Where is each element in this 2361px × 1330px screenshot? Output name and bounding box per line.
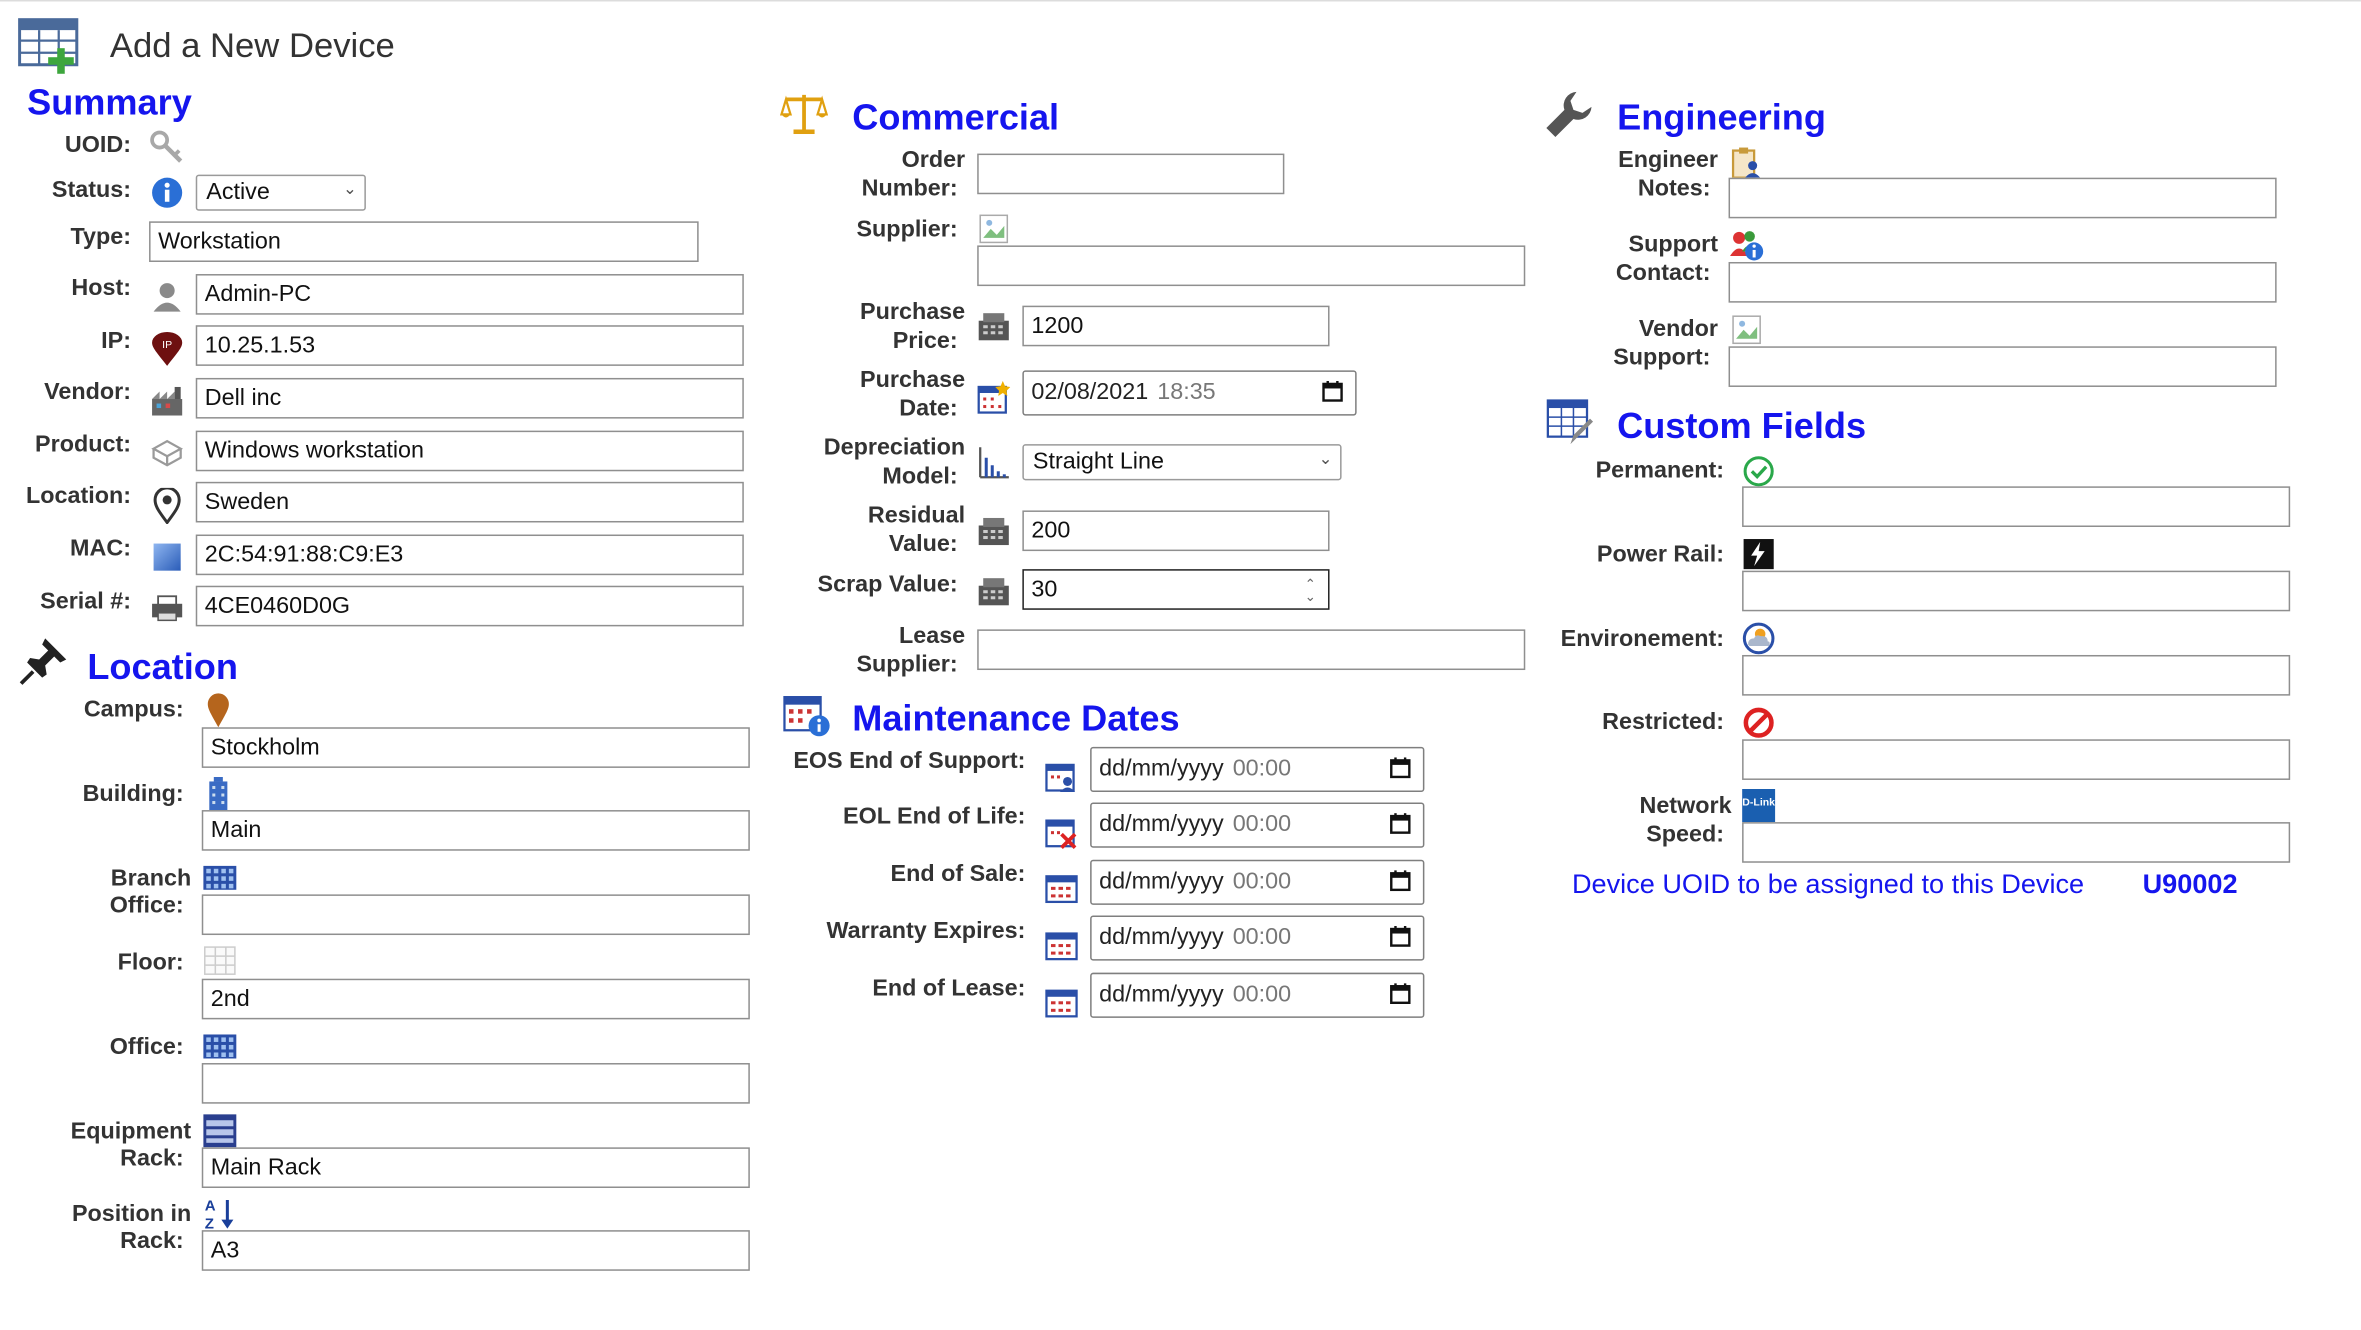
network-speed-input[interactable] (1742, 822, 2290, 863)
eos-time-placeholder: 00:00 (1232, 755, 1292, 782)
vendor-support-label-line1: Vendor (1638, 316, 1719, 342)
purchase-price-label-line2: Price: (892, 328, 958, 354)
eos-date-placeholder: dd/mm/yyyy (1099, 755, 1224, 782)
floor-plan-icon (203, 946, 236, 976)
network-speed-label-line1: Network (1639, 793, 1732, 820)
spinner-icon[interactable]: ⌃ ⌄ (1304, 576, 1316, 604)
status-select-value: Active (206, 179, 270, 205)
scales-icon (780, 90, 828, 135)
scrap-value-text: 30 (1031, 576, 1058, 603)
end-of-sale-label: End of Sale: (890, 861, 1026, 887)
calendar-icon[interactable] (1390, 926, 1411, 947)
chevron-down-icon: ⌄ (342, 180, 357, 199)
office-input[interactable] (202, 1063, 750, 1104)
branch-label-line2: Office: (109, 892, 184, 919)
map-pin-icon (152, 488, 182, 524)
calendar-icon[interactable] (1322, 381, 1343, 402)
svg-text:D-Link: D-Link (1742, 796, 1776, 809)
assigned-uoid-value: U90002 (2142, 868, 2238, 899)
depreciation-model-value: Straight Line (1032, 448, 1164, 475)
svg-text:IP: IP (162, 338, 173, 351)
eos-date-input[interactable] (1090, 747, 1424, 792)
purchase-date-label-line2: Date: (899, 395, 958, 422)
location-heading: Location (87, 647, 238, 689)
bar-chart-icon (977, 446, 1010, 479)
purchase-date-label-line1: Purchase (860, 367, 966, 393)
cash-register-icon (977, 312, 1010, 342)
lease-supplier-label-line2: Supplier: (856, 651, 958, 678)
table-edit-icon (1546, 399, 1594, 447)
purchase-time-value: 18:35 (1157, 379, 1216, 406)
summary-heading: Summary (27, 82, 192, 124)
status-select[interactable] (196, 175, 366, 211)
host-input[interactable] (196, 274, 744, 315)
scrap-value-input[interactable] (1022, 569, 1329, 610)
support-contact-input[interactable] (1729, 262, 2277, 303)
office-icon (203, 1034, 236, 1058)
depreciation-label-line1: Depreciation (823, 435, 966, 461)
product-label: Product: (35, 432, 131, 458)
end-of-sale-time-placeholder: 00:00 (1232, 868, 1292, 895)
depreciation-model-select[interactable] (1022, 444, 1341, 480)
power-rail-input[interactable] (1742, 571, 2290, 612)
engineer-notes-label-line2: Notes: (1637, 176, 1711, 202)
purchase-price-input[interactable] (1022, 306, 1329, 347)
status-label: Status: (51, 177, 131, 204)
branch-label-line1: Branch (110, 865, 192, 892)
rack-label-line1: Equipment (70, 1118, 192, 1145)
type-input[interactable] (149, 221, 699, 262)
calendar-icon (1045, 931, 1078, 961)
page-title: Add a New Device (109, 25, 395, 65)
check-circle-icon (1742, 455, 1775, 488)
wrench-icon (1543, 89, 1594, 140)
environment-label: Environement: (1560, 626, 1725, 652)
power-rail-label: Power Rail: (1596, 542, 1725, 568)
sort-az-icon (203, 1197, 236, 1230)
uoid-label: UOID: (64, 132, 131, 159)
scrap-value-label: Scrap Value: (817, 572, 958, 598)
ip-label: IP: (101, 328, 131, 354)
rack-label-line2: Rack: (120, 1145, 184, 1172)
calendar-icon (1045, 988, 1078, 1018)
product-input[interactable] (196, 431, 744, 472)
campus-input[interactable] (202, 727, 750, 768)
network-card-icon (152, 542, 182, 572)
calendar-user-icon (1045, 760, 1078, 793)
vendor-label: Vendor: (44, 379, 131, 406)
broken-image-icon (979, 214, 1009, 244)
campus-label: Campus: (83, 697, 184, 723)
end-of-sale-date-input[interactable] (1090, 860, 1424, 905)
residual-value-input[interactable] (1022, 510, 1329, 551)
mac-label: MAC: (70, 536, 131, 562)
weather-icon (1742, 622, 1775, 655)
eol-date-input[interactable] (1090, 803, 1424, 848)
host-label: Host: (71, 275, 131, 302)
svg-text:Z: Z (204, 1215, 214, 1231)
restricted-input[interactable] (1742, 739, 2290, 780)
branch-office-icon (203, 866, 236, 890)
svg-text:A: A (204, 1197, 216, 1215)
end-of-lease-time-placeholder: 00:00 (1232, 981, 1292, 1008)
floor-input[interactable] (202, 979, 750, 1020)
engineering-heading: Engineering (1617, 97, 1826, 139)
broken-image-icon (1732, 315, 1762, 345)
office-label: Office: (109, 1034, 184, 1061)
clipboard-user-icon (1730, 146, 1763, 179)
support-contact-label-line1: Support (1628, 231, 1719, 258)
vendor-support-input[interactable] (1729, 346, 2277, 387)
dlink-logo-icon (1742, 789, 1775, 822)
warranty-label: Warranty Expires: (826, 918, 1026, 945)
type-label: Type: (70, 224, 131, 250)
serial-label: Serial #: (40, 588, 131, 615)
uoid-assignment-text: Device UOID to be assigned to this Device (1571, 868, 2085, 899)
campus-pin-icon (206, 693, 230, 729)
permanent-label: Permanent: (1595, 457, 1725, 484)
warranty-date-placeholder: dd/mm/yyyy (1099, 924, 1224, 951)
order-number-input[interactable] (977, 154, 1284, 195)
supplier-input[interactable] (977, 245, 1525, 286)
end-of-lease-date-placeholder: dd/mm/yyyy (1099, 981, 1224, 1008)
pushpin-icon (18, 635, 69, 686)
position-label-line1: Position in (71, 1201, 192, 1228)
key-icon (149, 129, 185, 165)
eol-label: EOL End of Life: (843, 804, 1026, 830)
order-label-line2: Number: (861, 176, 958, 202)
building-input[interactable] (202, 810, 750, 851)
calendar-icon[interactable] (1390, 870, 1411, 891)
purchase-price-label-line1: Purchase (860, 299, 966, 326)
calendar-icon[interactable] (1390, 813, 1411, 834)
vendor-support-label-line2: Support: (1613, 344, 1711, 371)
info-icon (151, 176, 184, 209)
vendor-input[interactable] (196, 378, 744, 419)
calendar-delete-icon (1045, 816, 1078, 849)
eol-date-placeholder: dd/mm/yyyy (1099, 811, 1224, 838)
branch-office-input[interactable] (202, 894, 750, 935)
end-of-lease-label: End of Lease: (872, 975, 1026, 1002)
equipment-rack-input[interactable] (202, 1147, 750, 1188)
support-contact-label-line2: Contact: (1615, 260, 1711, 287)
power-bolt-icon (1742, 538, 1775, 571)
position-in-rack-input[interactable] (202, 1230, 750, 1271)
calendar-info-icon (783, 693, 831, 738)
order-label-line1: Order (901, 147, 966, 174)
position-label-line2: Rack: (120, 1228, 184, 1255)
add-table-icon (18, 18, 84, 75)
warranty-time-placeholder: 00:00 (1232, 924, 1292, 951)
contacts-info-icon (1729, 229, 1765, 262)
printer-icon (151, 593, 184, 623)
engineer-notes-input[interactable] (1729, 178, 2277, 219)
calendar-star-icon (977, 381, 1010, 414)
eol-time-placeholder: 00:00 (1232, 811, 1292, 838)
warranty-date-input[interactable] (1090, 915, 1424, 960)
purchase-date-value: 02/08/2021 (1031, 379, 1149, 406)
cash-register-icon (977, 577, 1010, 607)
residual-label-line2: Value: (888, 531, 958, 558)
location-input[interactable] (196, 482, 744, 523)
end-of-lease-date-input[interactable] (1090, 973, 1424, 1018)
custom-fields-heading: Custom Fields (1617, 406, 1867, 448)
product-box-icon (151, 437, 184, 467)
network-speed-label-line2: Speed: (1646, 822, 1725, 848)
lease-supplier-input[interactable] (977, 629, 1525, 670)
commercial-heading: Commercial (852, 97, 1060, 139)
user-icon (151, 280, 184, 313)
building-label: Building: (82, 781, 184, 808)
lease-supplier-label-line1: Lease (898, 623, 966, 649)
maintenance-heading: Maintenance Dates (852, 698, 1180, 740)
factory-icon (151, 385, 184, 415)
end-of-sale-date-placeholder: dd/mm/yyyy (1099, 868, 1224, 895)
engineer-notes-label-line1: Engineer (1618, 147, 1719, 174)
calendar-icon[interactable] (1390, 757, 1411, 778)
ip-pin-icon (151, 331, 184, 367)
depreciation-label-line2: Model: (882, 463, 958, 490)
floor-label: Floor: (117, 950, 184, 976)
calendar-icon[interactable] (1390, 983, 1411, 1004)
environment-input[interactable] (1742, 655, 2290, 696)
supplier-label: Supplier: (856, 216, 958, 243)
location-label: Location: (25, 483, 131, 509)
prohibited-icon (1742, 706, 1775, 739)
restricted-label: Restricted: (1602, 709, 1725, 735)
eos-label: EOS End of Support: (793, 748, 1026, 774)
residual-label-line1: Residual (867, 502, 966, 529)
permanent-input[interactable] (1742, 486, 2290, 527)
purchase-date-input[interactable] (1022, 370, 1356, 415)
rack-icon (203, 1114, 236, 1147)
chevron-down-icon: ⌄ (1318, 450, 1333, 469)
cash-register-icon (977, 516, 1010, 546)
serial-input[interactable] (196, 586, 744, 627)
calendar-icon (1045, 873, 1078, 903)
ip-input[interactable] (196, 325, 744, 366)
building-icon (206, 777, 230, 810)
top-divider (0, 0, 2361, 2)
mac-input[interactable] (196, 535, 744, 576)
